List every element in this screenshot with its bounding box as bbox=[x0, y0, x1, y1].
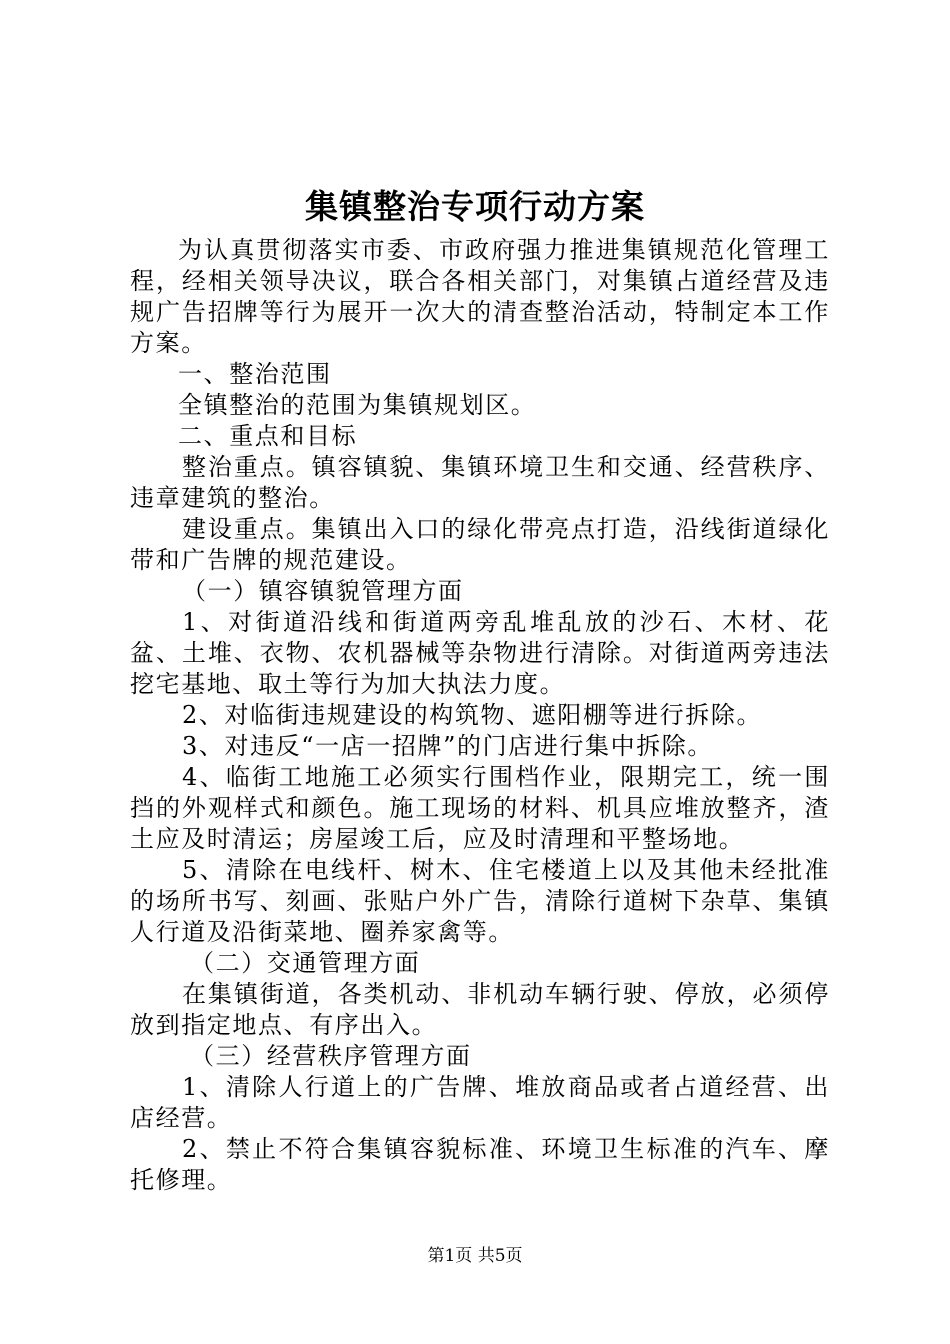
list-item: 5、清除在电线杆、树木、住宅楼道上以及其他未经批准的场所书写、刻画、张贴户外广告，清除行道树下杂草、集镇人行道及沿街菜地、圈养家禽等。 bbox=[130, 856, 830, 946]
page-footer: 第1页 共5页 bbox=[427, 1246, 523, 1266]
traffic-paragraph: 在集镇街道，各类机动、非机动车辆行驶、停放，必须停放到指定地点、有序出入。 bbox=[130, 980, 830, 1039]
list-item: 1、对街道沿线和街道两旁乱堆乱放的沙石、木材、花盆、土堆、衣物、农机器械等杂物进行清除。对街道两旁违法挖宅基地、取土等行为加大执法力度。 bbox=[130, 608, 830, 698]
construction-paragraph: 建设重点。集镇出入口的绿化带亮点打造，沿线街道绿化带和广告牌的规范建设。 bbox=[130, 515, 830, 574]
list-item: 2、对临街违规建设的构筑物、遮阳棚等进行拆除。 bbox=[182, 701, 763, 729]
intro-paragraph: 为认真贯彻落实市委、市政府强力推进集镇规范化管理工程，经相关领导决议，联合各相关部门，对集镇占道经营及违规广告招牌等行为展开一次大的清查整治活动，特制定本工作方案。 bbox=[130, 236, 830, 357]
subsection-heading-traffic: （二）交通管理方面 bbox=[190, 949, 421, 977]
section-heading-scope: 一、整治范围 bbox=[178, 360, 332, 388]
section-heading-focus: 二、重点和目标 bbox=[178, 422, 358, 450]
document-title: 集镇整治专项行动方案 bbox=[305, 187, 645, 226]
subsection-heading-town-appearance: （一）镇容镇貌管理方面 bbox=[182, 577, 464, 605]
list-item: 4、临街工地施工必须实行围档作业，限期完工，统一围挡的外观样式和颜色。施工现场的材料、机具应堆放整齐，渣土应及时清运；房屋竣工后，应及时清理和平整场地。 bbox=[130, 763, 830, 853]
document-body bbox=[130, 235, 830, 1196]
list-item: 2、禁止不符合集镇容貌标准、环境卫生标准的汽车、摩托修理。 bbox=[130, 1135, 830, 1194]
subsection-heading-business-order: （三）经营秩序管理方面 bbox=[190, 1042, 472, 1070]
list-item: 1、清除人行道上的广告牌、堆放商品或者占道经营、出店经营。 bbox=[130, 1073, 830, 1132]
scope-paragraph: 全镇整治的范围为集镇规划区。 bbox=[178, 391, 537, 419]
list-item: 3、对违反“一店一招牌”的门店进行集中拆除。 bbox=[182, 732, 714, 760]
focus-paragraph: 整治重点。镇容镇貌、集镇环境卫生和交通、经营秩序、违章建筑的整治。 bbox=[130, 453, 830, 512]
